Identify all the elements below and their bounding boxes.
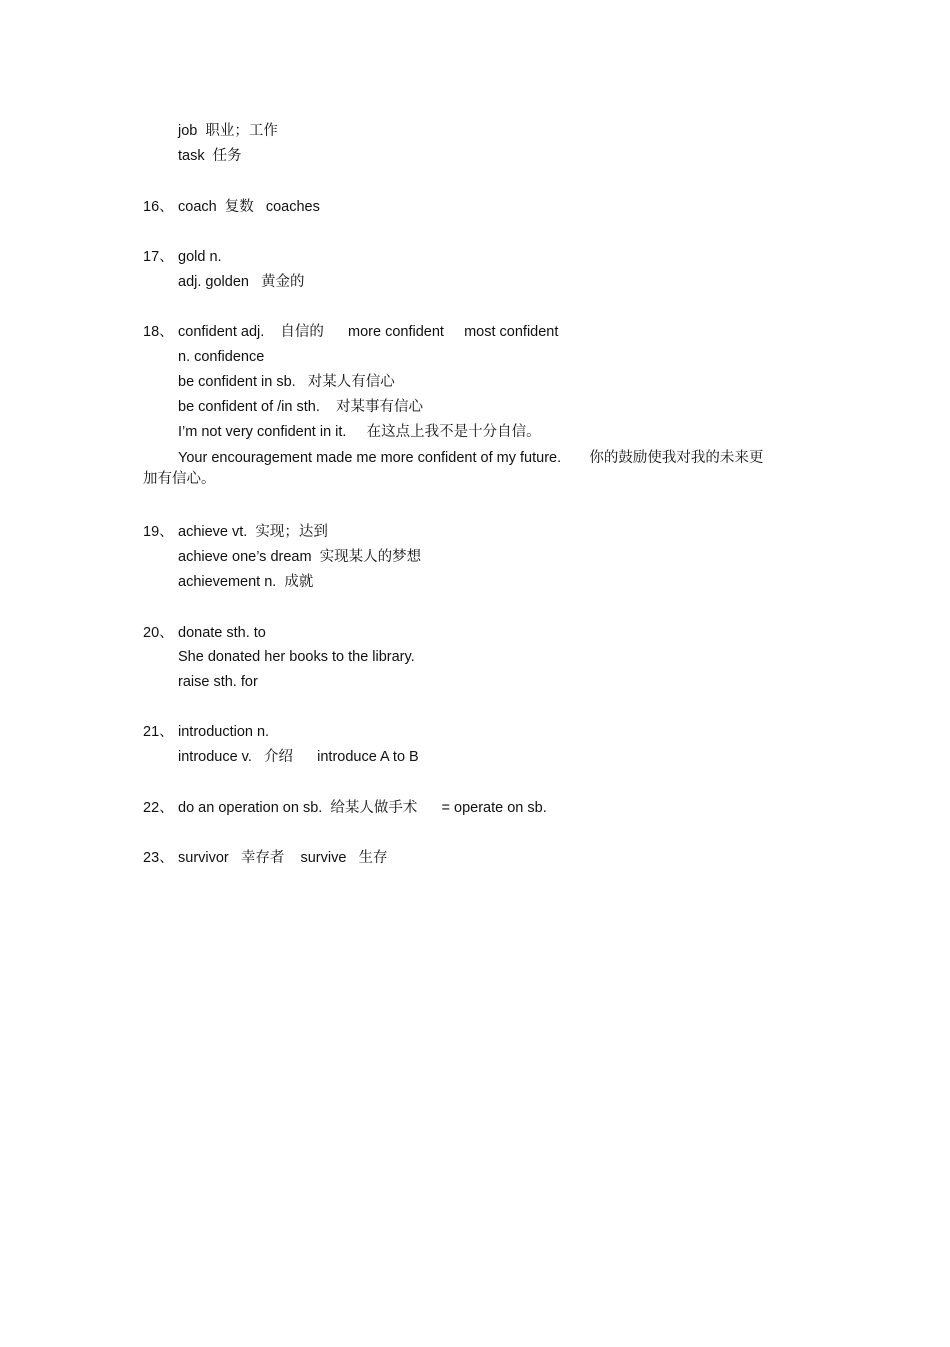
entry-line: achievement n. 成就: [178, 574, 314, 590]
entry-line: donate sth. to: [178, 625, 266, 641]
entry-line: She donated her books to the library.: [178, 649, 415, 665]
entry-line: job 职业；工作: [178, 123, 278, 139]
entry-line: gold n.: [178, 249, 222, 265]
entry-line: task 任务: [178, 148, 242, 164]
entry-number: 17、: [143, 249, 174, 265]
entry-line: do an operation on sb. 给某人做手术 = operate on sb.: [178, 800, 547, 816]
entry-line: Your encouragement made me more confident of my future. 你的鼓励使我对我的未来更: [178, 450, 764, 466]
entry-line: survivor 幸存者 survive 生存: [178, 850, 388, 866]
entry-line: adj. golden 黄金的: [178, 274, 305, 290]
entry-line: n. confidence: [178, 349, 265, 365]
entry-number: 19、: [143, 524, 174, 540]
entry-line: raise sth. for: [178, 674, 258, 690]
entry-line: achieve one’s dream 实现某人的梦想: [178, 549, 422, 565]
entry-line: introduction n.: [178, 724, 270, 740]
entry-line: confident adj. 自信的 more confident most confident: [178, 324, 559, 340]
entry-line: be confident of /in sth. 对某事有信心: [178, 399, 423, 415]
entry-line: introduce v. 介绍 introduce A to B: [178, 749, 419, 765]
entry-number: 23、: [143, 850, 174, 866]
entry-number: 20、: [143, 625, 174, 641]
entry-number: 21、: [143, 724, 174, 740]
entry-line: I’m not very confident in it. 在这点上我不是十分自信。: [178, 424, 541, 440]
entry-number: 16、: [143, 199, 174, 215]
entry-line: coach 复数 coaches: [178, 199, 320, 215]
entry-number: 22、: [143, 800, 174, 816]
entry-line: achieve vt. 实现；达到: [178, 524, 328, 540]
entry-number: 18、: [143, 324, 174, 340]
entry-line: be confident in sb. 对某人有信心: [178, 374, 395, 390]
entry-line-continuation: 加有信心。: [143, 471, 216, 487]
